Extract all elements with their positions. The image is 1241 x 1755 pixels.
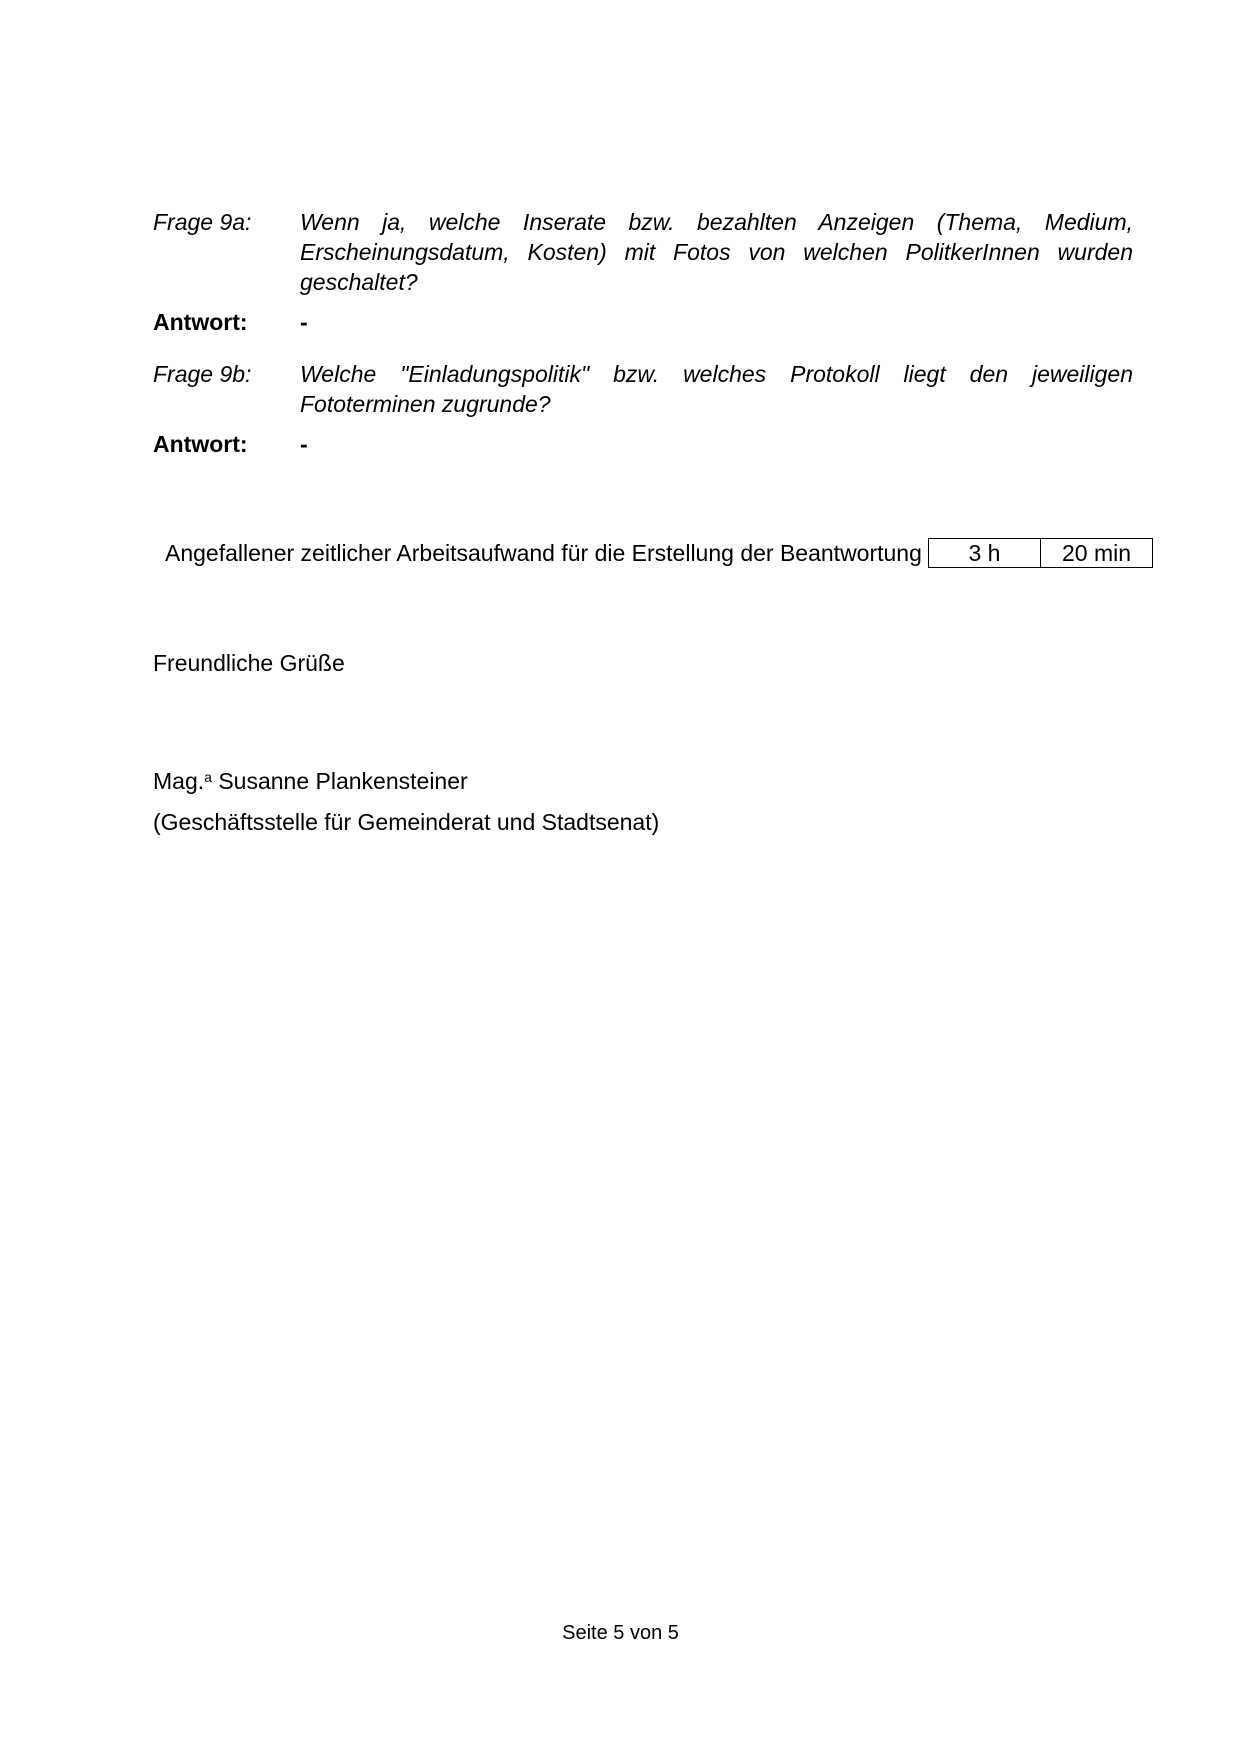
signature-title-sup: a (204, 769, 212, 785)
question-row (153, 207, 1133, 297)
signature-department: (Geschäftsstelle für Gemeinderat und Stadtsenat) (153, 809, 660, 835)
work-effort-row (165, 538, 1153, 568)
answer-label: Antwort: (153, 309, 248, 335)
answer-row (153, 429, 1133, 459)
question-text: Wenn ja, welche Inserate bzw. bezahlten Anzeigen (Thema, Medium, Erscheinungsdatum, Kosten) mit Fotos von welchen PolitkerInnen wurden geschaltet? (300, 209, 1133, 295)
question-label: Frage 9a: (153, 209, 252, 235)
answer-label: Antwort: (153, 431, 248, 457)
answer-text: - (300, 431, 308, 457)
question-row (153, 359, 1133, 419)
signature-block (153, 761, 659, 843)
question-label: Frage 9b: (153, 361, 252, 387)
work-effort-table (928, 538, 1153, 568)
page-number: Seite 5 von 5 (562, 1622, 679, 1644)
signature-name-line (153, 761, 659, 802)
answer-row (153, 307, 1133, 337)
answer-text: - (300, 309, 308, 335)
question-text: Welche "Einladungspolitik" bzw. welches Protokoll liegt den jeweiligen Fototerminen zugrunde? (300, 361, 1133, 417)
work-effort-label: Angefallener zeitlicher Arbeitsaufwand für die Erstellung der Beantwortung (165, 539, 922, 566)
effort-minutes: 20 min (1040, 539, 1152, 567)
signature-title: Mag. (153, 768, 205, 794)
signature-name: Susanne Plankensteiner (218, 768, 468, 794)
qa-block-9a (153, 207, 1133, 337)
effort-hours: 3 h (968, 540, 1001, 566)
closing-greeting: Freundliche Grüße (153, 650, 345, 676)
qa-block-9b (153, 359, 1133, 459)
